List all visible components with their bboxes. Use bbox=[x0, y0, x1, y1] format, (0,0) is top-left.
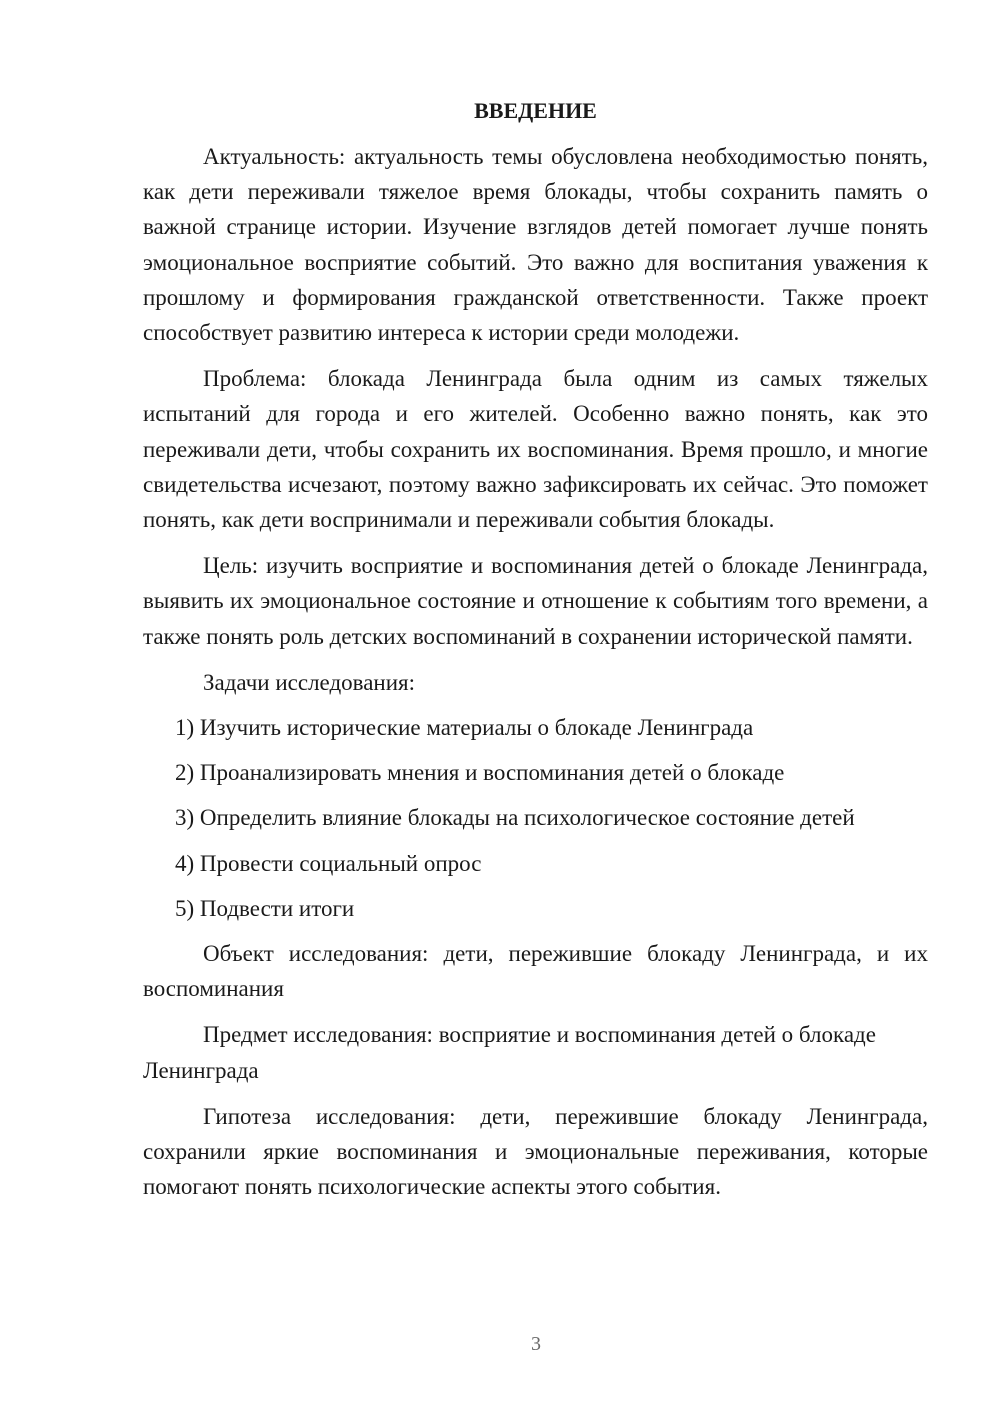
tasks-heading: Задачи исследования: bbox=[203, 669, 416, 695]
task-item: 4) Провести социальный опрос bbox=[175, 850, 482, 876]
task-item: 1) Изучить исторические материалы о блокаде Ленинграда bbox=[175, 715, 754, 741]
paragraph-problem: Проблема: блокада Ленинграда была одним из самых тяжелых испытаний для города и его жителей. Особенно важно понять, как это переживали дети, чтобы сохранить их воспоминания. Время прошло, и многие свидетельства исчезают, поэтому важно зафиксировать их сейчас. Это поможет понять, как дети воспринимали и переживали события блокады. bbox=[143, 366, 928, 533]
paragraph-relevance: Актуальность: актуальность темы обусловлена необходимостью понять, как дети переживали тяжелое время блокады, чтобы сохранить память о важной странице истории. Изучение взглядов детей помогает лучше понять эмоциональное восприятие событий. Это важно для воспитания уважения к прошлому и формирования гражданской ответственности. Также проект способствует развитию интереса к истории среди молодежи. bbox=[143, 144, 928, 346]
paragraph-object: Объект исследования: дети, пережившие блокаду Ленинграда, и их воспоминания bbox=[143, 941, 928, 1002]
paragraph-goal: Цель: изучить восприятие и воспоминания детей о блокаде Ленинграда, выявить их эмоциональное состояние и отношение к событиям того времени, а также понять роль детских воспоминаний в сохранении исторической памяти. bbox=[143, 553, 928, 649]
page-number: 3 bbox=[531, 1333, 541, 1355]
document-page bbox=[143, 93, 928, 1215]
page-title: ВВЕДЕНИЕ bbox=[474, 98, 597, 123]
task-item: 3) Определить влияние блокады на психологическое состояние детей bbox=[175, 805, 855, 831]
paragraph-subject: Предмет исследования: восприятие и воспоминания детей о блокаде Ленинграда bbox=[143, 1022, 876, 1083]
task-item: 5) Подвести итоги bbox=[175, 895, 355, 921]
task-item: 2) Проанализировать мнения и воспоминания детей о блокаде bbox=[175, 760, 785, 786]
paragraph-hypothesis: Гипотеза исследования: дети, пережившие блокаду Ленинграда, сохранили яркие воспоминания и эмоциональные переживания, которые помогают понять психологические аспекты этого события. bbox=[143, 1103, 928, 1200]
